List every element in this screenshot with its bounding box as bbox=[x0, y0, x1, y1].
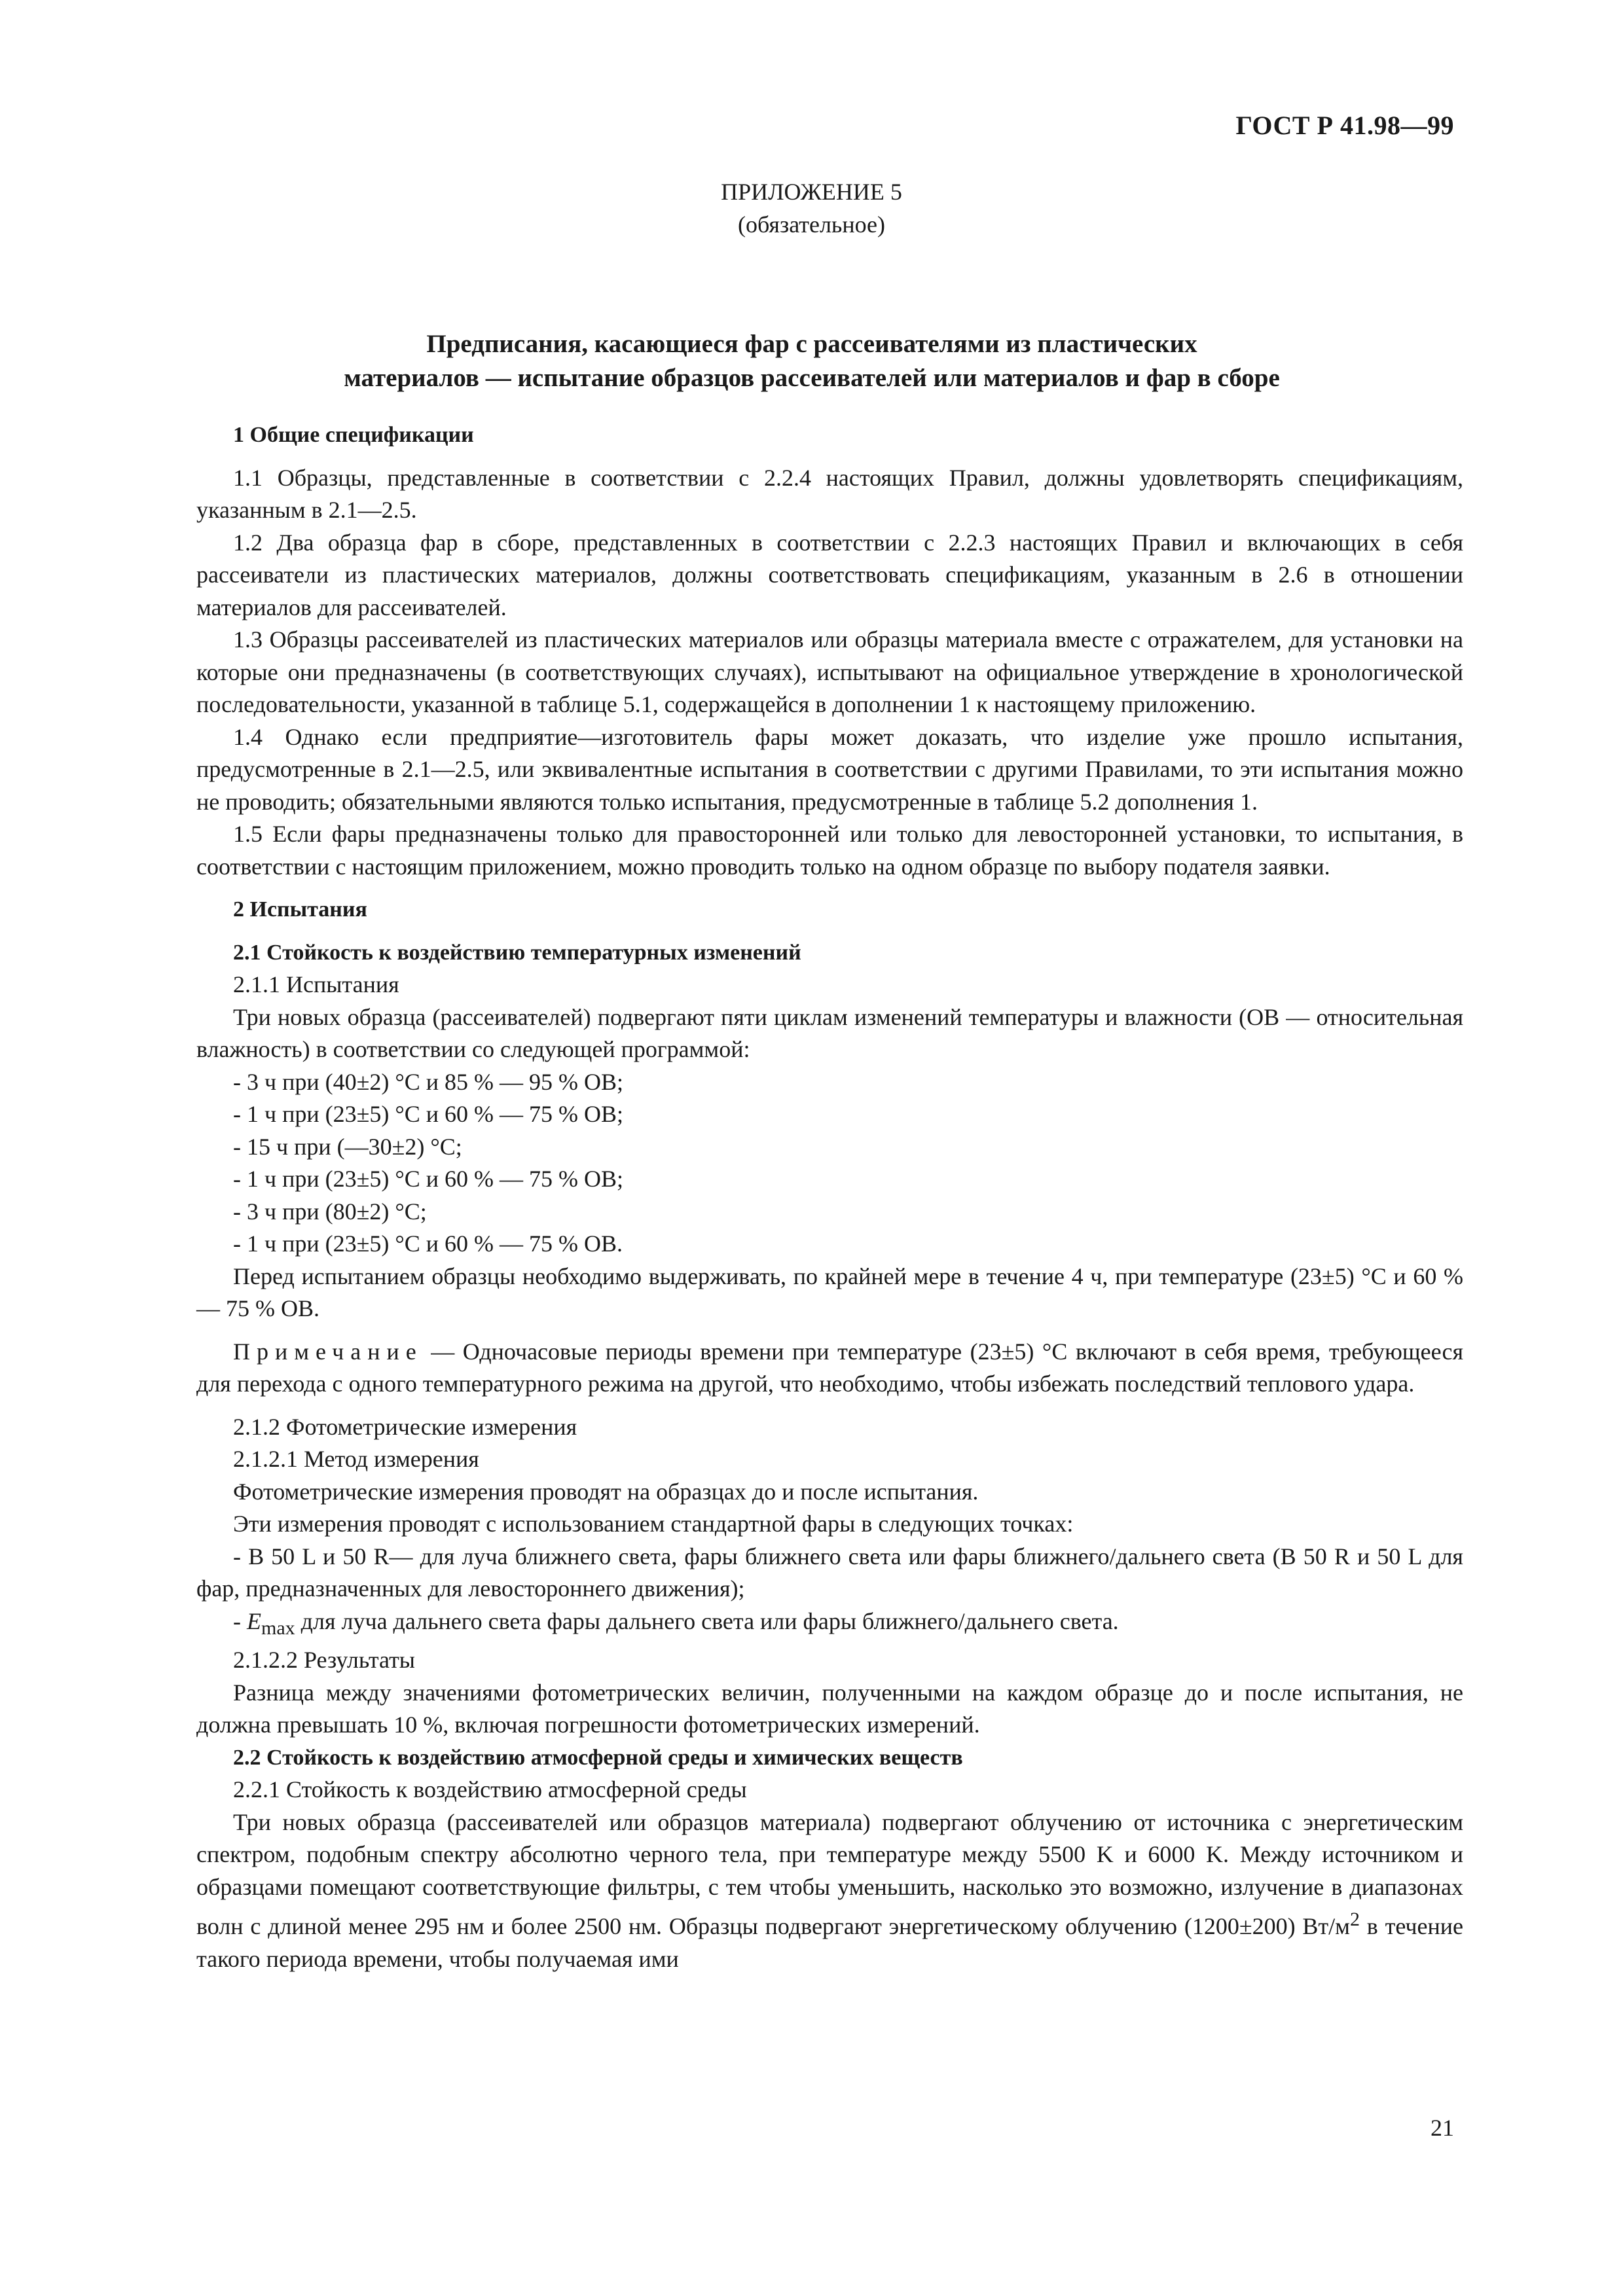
superscript: 2 bbox=[1349, 1909, 1360, 1931]
subsection-heading: 2.2 Стойкость к воздействию атмосферной среды и химических веществ bbox=[233, 1745, 963, 1770]
list-item: - 3 ч при (80±2) °С; bbox=[233, 1198, 427, 1225]
paragraph: 2.1.2 Фотометрические измерения bbox=[233, 1413, 577, 1440]
paragraph bbox=[196, 1806, 1463, 1976]
paragraph: 2.1.1 Испытания bbox=[233, 971, 399, 997]
document-title bbox=[196, 327, 1427, 395]
appendix-title: ПРИЛОЖЕНИЕ 5 bbox=[721, 179, 902, 205]
page-number: 21 bbox=[1431, 2115, 1454, 2141]
body-text bbox=[196, 419, 1463, 1975]
emax-text: для луча дальнего света фары дальнего света или фары ближнего/дальнего света. bbox=[295, 1607, 1119, 1634]
paragraph: 2.2.1 Стойкость к воздействию атмосферной среды bbox=[233, 1776, 747, 1803]
paragraph-text: Три новых образца (рассеивателей или образцов материала) подвергают облучению от источника с энергетическим спектром, подобным спектру абсолютно черного тела, при температуре между 5500 K и 6000 K. Между источником и образцами помещают соответствующие фильтры, с тем чтобы уменьшить, насколько это возможно, излучение в диапазонах волн с длиной менее 295 нм и более 2500 нм. Образцы подвергают энергетическому облучению (1200±200) Вт/м bbox=[196, 1808, 1463, 1940]
list-item: - 1 ч при (23±5) °С и 60 % — 75 % ОВ; bbox=[233, 1166, 624, 1192]
emax-symbol: E bbox=[247, 1607, 261, 1634]
appendix-heading bbox=[0, 175, 1623, 241]
paragraph: Перед испытанием образцы необходимо выдерживать, по крайней мере в течение 4 ч, при температуре (23±5) °С и 60 % — 75 % ОВ. bbox=[196, 1263, 1463, 1321]
paragraph: 2.1.2.2 Результаты bbox=[233, 1647, 415, 1674]
paragraph: 1.5 Если фары предназначены только для правосторонней или только для левосторонней установки, то испытания, в соответствии с настоящим приложением, можно проводить только на одном образце по выбору подателя заявки. bbox=[196, 821, 1463, 880]
paragraph: Три новых образца (рассеивателей) подвергают пяти циклам изменений температуры и влажности (ОВ — относительная влажность) в соответствии со следующей программой: bbox=[196, 1003, 1463, 1062]
paragraph: Эти измерения проводят с использованием стандартной фары в следующих точках: bbox=[233, 1511, 1074, 1537]
list-item: - B 50 L и 50 R— для луча ближнего света, фары ближнего света или фары ближнего/дальнего света (B 50 R и 50 L для фар, предназначенных для левостороннего движения); bbox=[196, 1543, 1463, 1602]
list-item bbox=[196, 1605, 1463, 1645]
emax-subscript: max bbox=[261, 1617, 295, 1639]
paragraph: 2.1.2.1 Метод измерения bbox=[233, 1446, 479, 1472]
title-line-2: материалов — испытание образцов рассеивателей или материалов и фар в сборе bbox=[344, 364, 1280, 392]
section-heading: 2 Испытания bbox=[233, 897, 367, 922]
paragraph: Фотометрические измерения проводят на образцах до и после испытания. bbox=[233, 1478, 979, 1505]
paragraph: 1.1 Образцы, представленные в соответствии с 2.2.4 настоящих Правил, должны удовлетворять спецификациям, указанным в 2.1—2.5. bbox=[196, 464, 1463, 523]
paragraph: 1.3 Образцы рассеивателей из пластических материалов или образцы материала вместе с отражателем, для установки на которые они предназначены (в соответствующих случаях), испытывают на официальное утверждение в хронологической последовательности, указанной в таблице 5.1, содержащейся в дополнении 1 к настоящему приложению. bbox=[196, 626, 1463, 717]
paragraph: Разница между значениями фотометрических величин, полученными на каждом образце до и после испытания, не должна превышать 10 %, включая погрешности фотометрических измерений. bbox=[196, 1679, 1463, 1738]
list-item: - 1 ч при (23±5) °С и 60 % — 75 % ОВ; bbox=[233, 1101, 624, 1127]
title-line-1: Предписания, касающиеся фар с рассеивателями из пластических bbox=[426, 330, 1197, 358]
paragraph-text: в течение такого периода времени, чтобы получаемая ими bbox=[196, 1913, 1463, 1972]
note-label: Примечание bbox=[233, 1338, 423, 1365]
note-text: — Одночасовые периоды времени при температуре (23±5) °С включают в себя время, требующееся для перехода с одного температурного режима на другой, что необходимо, чтобы избежать последствий теплового удара. bbox=[196, 1338, 1463, 1397]
list-item: - 1 ч при (23±5) °С и 60 % — 75 % ОВ. bbox=[233, 1230, 623, 1257]
subsection-heading: 2.1 Стойкость к воздействию температурных изменений bbox=[233, 940, 801, 965]
document-code: ГОСТ Р 41.98—99 bbox=[1235, 111, 1454, 140]
note bbox=[196, 1336, 1463, 1401]
section-heading: 1 Общие спецификации bbox=[233, 423, 474, 447]
appendix-status: (обязательное) bbox=[738, 211, 885, 238]
list-item: - 15 ч при (—30±2) °С; bbox=[233, 1133, 462, 1160]
paragraph: 1.4 Однако если предприятие—изготовитель фары может доказать, что изделие уже прошло испытания, предусмотренные в 2.1—2.5, или эквивалентные испытания в соответствии с другими Правилами, то эти испытания можно не проводить; обязательными являются только испытания, предусмотренные в таблице 5.2 дополнения 1. bbox=[196, 723, 1463, 815]
paragraph: 1.2 Два образца фар в сборе, представленных в соответствии с 2.2.3 настоящих Правил и включающих в себя рассеиватели из пластических материалов, должны соответствовать спецификациям, указанным в 2.6 в отношении материалов для рассеивателей. bbox=[196, 529, 1463, 620]
dash: - bbox=[233, 1607, 247, 1634]
list-item: - 3 ч при (40±2) °С и 85 % — 95 % ОВ; bbox=[233, 1068, 624, 1095]
